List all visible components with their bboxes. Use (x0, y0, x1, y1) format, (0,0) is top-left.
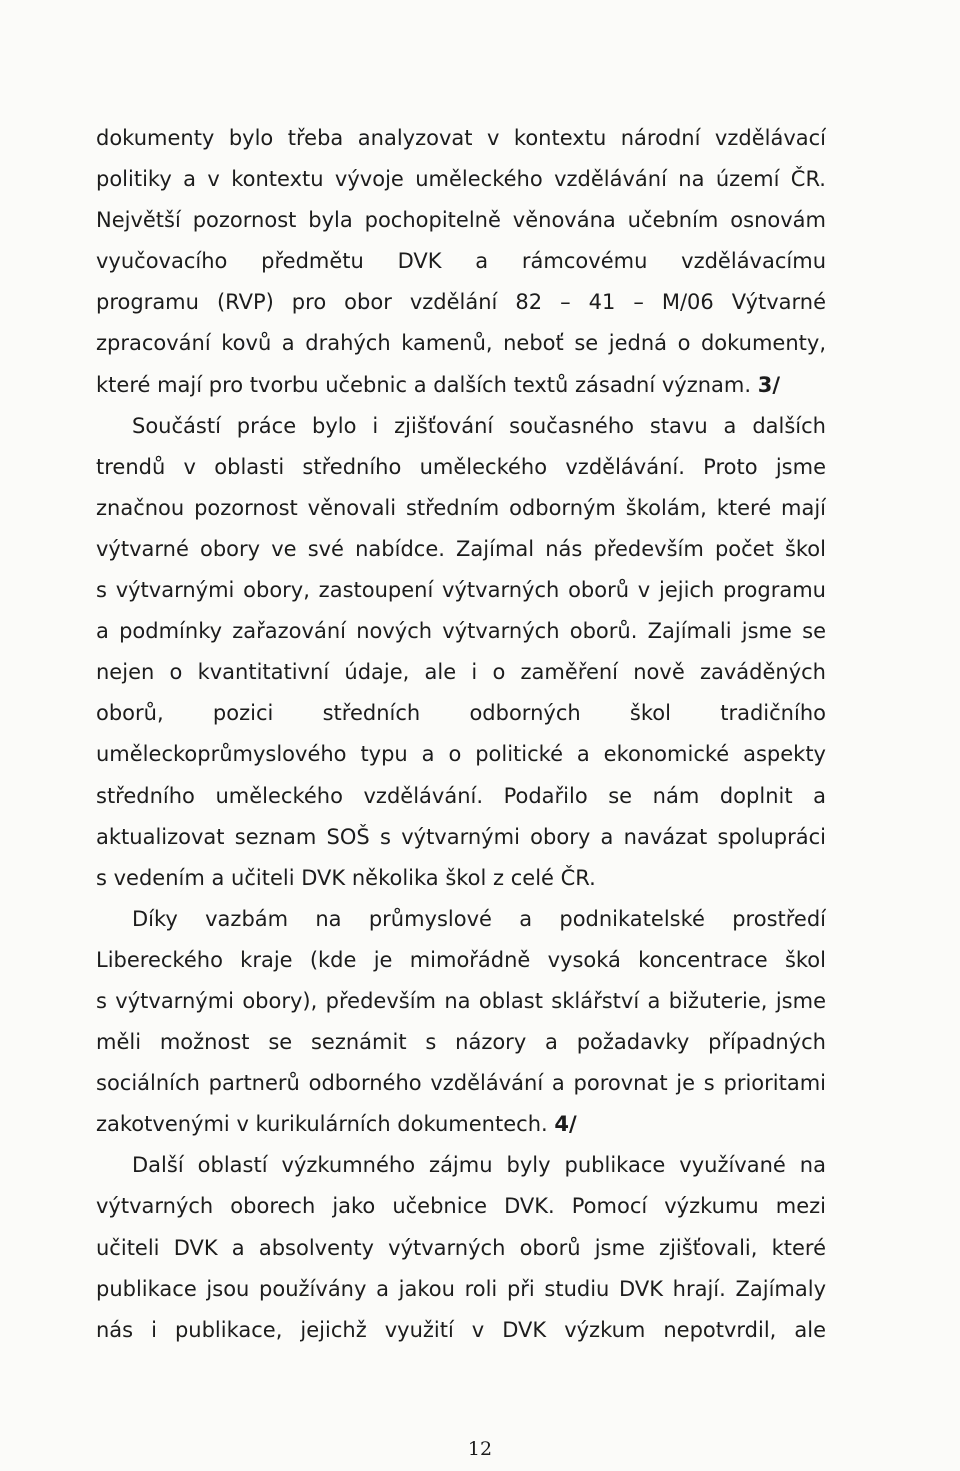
line-text: politiky a v kontextu vývoje uměleckého vzdělávání na území ČR. (96, 167, 826, 192)
line-text: programu (RVP) pro obor vzdělání 82 – 41 – M/06 Výtvarné (96, 290, 826, 315)
line-text: a podmínky zařazování nových výtvarných oborů. Zajímali jsme se (96, 619, 826, 644)
text-line (96, 734, 826, 775)
text-line (96, 693, 826, 734)
text-line (96, 940, 826, 981)
line-text: Další oblastí výzkumného zájmu byly publikace využívané na (132, 1153, 826, 1178)
line-text: publikace jsou používány a jakou roli při studiu DVK hrají. Zajímaly (96, 1276, 826, 1301)
text-line (96, 776, 826, 817)
line-text: zakotvenými v kurikulárních dokumentech. (96, 1112, 548, 1137)
text-line (96, 1186, 826, 1227)
line-text: měli možnost se seznámit s názory a požadavky případných (96, 1030, 826, 1055)
line-text: nás i publikace, jejichž využití v DVK výzkum nepotvrdil, ale (96, 1317, 826, 1342)
line-text: Největší pozornost byla pochopitelně věnována učebním osnovám (96, 208, 826, 233)
text-line (96, 159, 826, 200)
line-text: aktualizovat seznam SOŠ s výtvarnými obory a navázat spolupráci (96, 824, 826, 849)
line-text: výtvarných oborech jako učebnice DVK. Pomocí výzkumu mezi (96, 1194, 826, 1219)
line-text: zpracování kovů a drahých kamenů, neboť se jedná o dokumenty, (96, 331, 826, 356)
text-line (96, 488, 826, 529)
line-text: které mají pro tvorbu učebnic a dalších textů zásadní význam. (96, 372, 752, 397)
text-line (96, 241, 826, 282)
text-line (96, 447, 826, 488)
line-text: Libereckého kraje (kde je mimořádně vysoká koncentrace škol (96, 947, 826, 972)
text-line (96, 1022, 826, 1063)
line-text: výtvarné obory ve své nabídce. Zajímal nás především počet škol (96, 536, 826, 561)
text-line (96, 1104, 826, 1145)
reference-note: 4/ (554, 1112, 577, 1137)
line-text: trendů v oblasti středního uměleckého vzdělávání. Proto jsme (96, 454, 826, 479)
text-line (96, 529, 826, 570)
line-text: uměleckoprůmyslového typu a o politické a ekonomické aspekty (96, 742, 826, 767)
text-line (96, 611, 826, 652)
line-text: s vedením a učiteli DVK několika škol z celé ČR. (96, 865, 596, 890)
line-text: sociálních partnerů odborného vzdělávání a porovnat je s prioritami (96, 1071, 826, 1096)
text-line (96, 858, 826, 899)
text-line (96, 899, 826, 940)
text-line (96, 1063, 826, 1104)
text-line (96, 981, 826, 1022)
text-line (96, 200, 826, 241)
text-line (96, 652, 826, 693)
text-line (96, 817, 826, 858)
page-number: 12 (467, 1438, 493, 1460)
line-text: vyučovacího předmětu DVK a rámcovému vzdělávacímu (96, 249, 826, 274)
line-text: středního uměleckého vzdělávání. Podařilo se nám doplnit a (96, 783, 826, 808)
body-text (96, 118, 826, 1351)
line-text: s výtvarnými obory, zastoupení výtvarných oborů v jejich programu (96, 578, 826, 603)
text-line (96, 365, 826, 406)
text-line (96, 570, 826, 611)
text-line (96, 406, 826, 447)
line-text: nejen o kvantitativní údaje, ale i o zaměření nově zaváděných (96, 660, 826, 685)
line-text: Díky vazbám na průmyslové a podnikatelské prostředí (132, 906, 826, 931)
text-line (96, 1145, 826, 1186)
text-line (96, 1228, 826, 1269)
line-text: dokumenty bylo třeba analyzovat v kontextu národní vzdělávací (96, 126, 826, 150)
line-text: značnou pozornost věnovali středním odborným školám, které mají (96, 495, 826, 520)
line-text: učiteli DVK a absolventy výtvarných oborů jsme zjišťovali, které (96, 1235, 826, 1260)
text-line (96, 323, 826, 364)
text-line (96, 118, 826, 159)
text-line (96, 1310, 826, 1351)
line-text: s výtvarnými obory), především na oblast sklářství a bižuterie, jsme (96, 988, 826, 1013)
line-text: Součástí práce bylo i zjišťování současného stavu a dalších (132, 413, 826, 438)
text-line (96, 1269, 826, 1310)
line-text: oborů, pozici středních odborných škol tradičního (96, 701, 826, 726)
reference-note: 3/ (757, 372, 781, 397)
text-line (96, 282, 826, 323)
